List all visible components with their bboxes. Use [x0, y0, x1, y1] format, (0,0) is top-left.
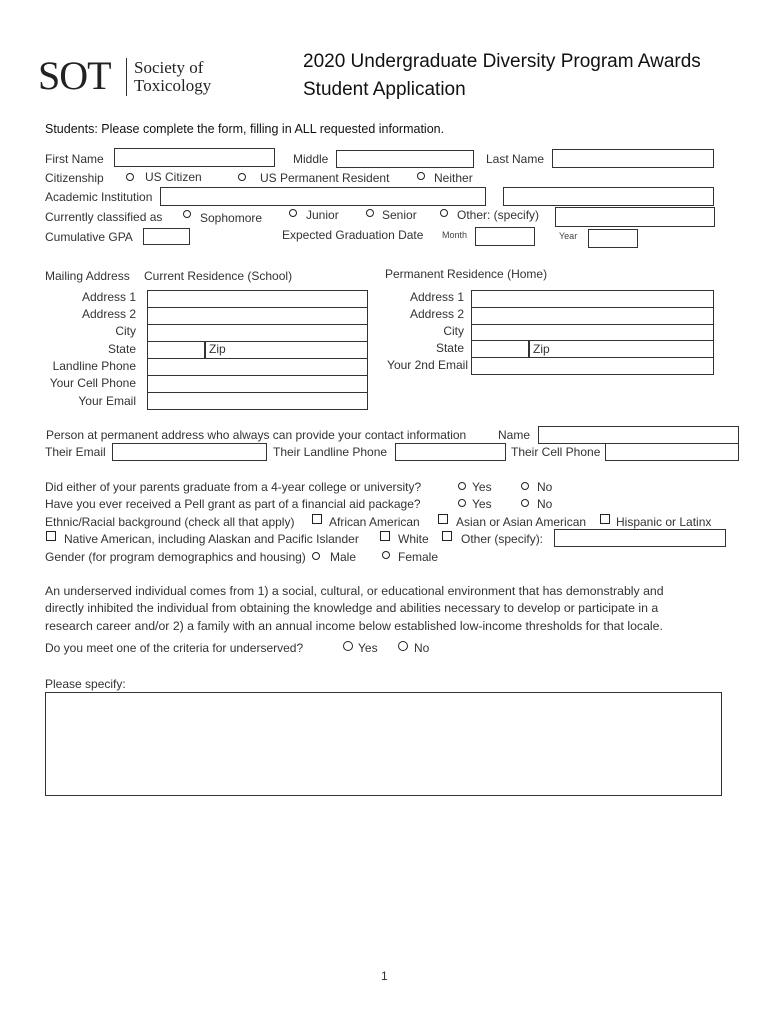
contact-person-label: Person at permanent address who always can provide your contact information [46, 428, 467, 442]
graduation-month-label: Month [442, 230, 468, 240]
page-title: 2020 Undergraduate Diversity Program Awards [303, 51, 701, 72]
last-name-input[interactable] [552, 149, 714, 168]
email-label: Your Email [78, 394, 136, 408]
logo-divider [126, 58, 127, 96]
contact-email-label: Their Email [45, 445, 106, 459]
permanent-resident-radio[interactable] [238, 173, 246, 181]
second-email-input[interactable] [471, 357, 714, 375]
email-input[interactable] [147, 392, 368, 410]
permanent-address2-input[interactable] [471, 307, 714, 325]
underserved-yes-radio[interactable] [343, 641, 353, 651]
second-email-label: Your 2nd Email [387, 358, 468, 372]
middle-name-label: Middle [293, 152, 329, 166]
first-name-label: First Name [45, 152, 104, 166]
logo-line1: Society of [134, 58, 204, 77]
underserved-question: Do you meet one of the criteria for underserved? [45, 641, 304, 655]
current-city-label: City [115, 324, 136, 338]
contact-email-input[interactable] [112, 443, 267, 461]
hispanic-label: Hispanic or Latinx [616, 515, 712, 529]
male-label: Male [330, 550, 357, 564]
page-number: 1 [381, 969, 388, 983]
contact-landline-label: Their Landline Phone [273, 445, 388, 459]
senior-label: Senior [382, 208, 417, 222]
parents-question: Did either of your parents graduate from a 4-year college or university? [45, 480, 422, 494]
underserved-no-label: No [414, 641, 430, 655]
parents-yes-label: Yes [472, 480, 492, 494]
first-name-input[interactable] [114, 148, 275, 167]
contact-cell-label: Their Cell Phone [511, 445, 601, 459]
other-ethnic-label: Other (specify): [461, 532, 544, 546]
us-citizen-radio[interactable] [126, 173, 134, 181]
us-citizen-label: US Citizen [145, 170, 202, 184]
graduation-label: Expected Graduation Date [282, 228, 424, 242]
female-radio[interactable] [382, 551, 390, 559]
academic-institution-input-2[interactable] [503, 187, 714, 206]
mailing-address-label: Mailing Address [45, 269, 130, 283]
pell-no-label: No [537, 497, 553, 511]
current-zip-label: Zip [209, 342, 226, 356]
native-american-checkbox[interactable] [46, 531, 56, 541]
underserved-paragraph-1: An underserved individual comes from 1) a social, cultural, or educational environment that has demonstrably and [45, 584, 664, 598]
please-specify-label: Please specify: [45, 677, 126, 691]
permanent-state-label: State [435, 341, 464, 355]
classification-label: Currently classified as [45, 210, 163, 224]
asian-checkbox[interactable] [438, 514, 448, 524]
pell-yes-label: Yes [472, 497, 492, 511]
current-address1-label: Address 1 [81, 290, 136, 304]
academic-institution-input[interactable] [160, 187, 486, 206]
white-checkbox[interactable] [380, 531, 390, 541]
parents-no-label: No [537, 480, 553, 494]
permanent-zip-input[interactable] [529, 340, 714, 358]
pell-question: Have you ever received a Pell grant as part of a financial aid package? [45, 497, 421, 511]
underserved-no-radio[interactable] [398, 641, 408, 651]
other-class-input[interactable] [555, 207, 715, 227]
female-label: Female [398, 550, 439, 564]
graduation-month-input[interactable] [475, 227, 535, 246]
permanent-address1-label: Address 1 [409, 290, 464, 304]
other-class-radio[interactable] [440, 209, 448, 217]
permanent-address2-label: Address 2 [409, 307, 464, 321]
last-name-label: Last Name [486, 152, 545, 166]
contact-landline-input[interactable] [395, 443, 506, 461]
pell-no-radio[interactable] [521, 499, 529, 507]
current-state-label: State [107, 342, 136, 356]
graduation-year-label: Year [559, 231, 578, 241]
permanent-city-label: City [443, 324, 464, 338]
male-radio[interactable] [312, 552, 320, 560]
landline-phone-label: Landline Phone [52, 359, 136, 373]
neither-radio[interactable] [417, 172, 425, 180]
asian-label: Asian or Asian American [456, 515, 587, 529]
contact-name-label: Name [498, 428, 531, 442]
junior-radio[interactable] [289, 209, 297, 217]
pell-yes-radio[interactable] [458, 499, 466, 507]
parents-no-radio[interactable] [521, 482, 529, 490]
permanent-address1-input[interactable] [471, 290, 714, 308]
neither-label: Neither [434, 171, 473, 185]
page-subtitle: Student Application [303, 79, 466, 100]
logo-line2: Toxicology [134, 76, 212, 95]
sophomore-label: Sophomore [200, 211, 263, 225]
instructions: Students: Please complete the form, filling in ALL requested information. [45, 122, 445, 136]
permanent-state-input[interactable] [471, 340, 529, 358]
please-specify-textarea[interactable] [45, 692, 722, 796]
junior-label: Junior [306, 208, 339, 222]
contact-name-input[interactable] [538, 426, 739, 444]
contact-cell-input[interactable] [605, 443, 739, 461]
parents-yes-radio[interactable] [458, 482, 466, 490]
cell-phone-input[interactable] [147, 375, 368, 393]
sophomore-radio[interactable] [183, 210, 191, 218]
gender-label: Gender (for program demographics and housing) [45, 550, 306, 564]
underserved-paragraph-2: directly inhibited the individual from obtaining the knowledge and abilities necessary to develop or participate in a [45, 601, 659, 615]
other-ethnic-input[interactable] [554, 529, 726, 547]
senior-radio[interactable] [366, 209, 374, 217]
underserved-yes-label: Yes [358, 641, 378, 655]
underserved-paragraph-3: research career and/or 2) a family with an annual income below established low-income thresholds for that locale. [45, 619, 663, 633]
cell-phone-label: Your Cell Phone [49, 376, 136, 390]
graduation-year-input[interactable] [588, 229, 638, 248]
permanent-zip-label: Zip [533, 342, 550, 356]
african-american-checkbox[interactable] [312, 514, 322, 524]
other-ethnic-checkbox[interactable] [442, 531, 452, 541]
current-state-input[interactable] [147, 341, 205, 359]
middle-name-input[interactable] [336, 150, 474, 168]
current-address2-label: Address 2 [81, 307, 136, 321]
permanent-resident-label: US Permanent Resident [260, 171, 390, 185]
hispanic-checkbox[interactable] [600, 514, 610, 524]
academic-institution-label: Academic Institution [45, 190, 153, 204]
ethnic-label: Ethnic/Racial background (check all that apply) [45, 515, 295, 529]
native-american-label: Native American, including Alaskan and Pacific Islander [64, 532, 359, 546]
citizenship-label: Citizenship [45, 171, 104, 185]
gpa-input[interactable] [143, 228, 190, 245]
current-residence-heading: Current Residence (School) [144, 269, 293, 283]
gpa-label: Cumulative GPA [45, 230, 133, 244]
white-label: White [398, 532, 429, 546]
other-class-label: Other: (specify) [457, 208, 540, 222]
logo-abbrev: SOT [38, 53, 111, 98]
african-american-label: African American [329, 515, 420, 529]
permanent-residence-heading: Permanent Residence (Home) [385, 267, 548, 281]
